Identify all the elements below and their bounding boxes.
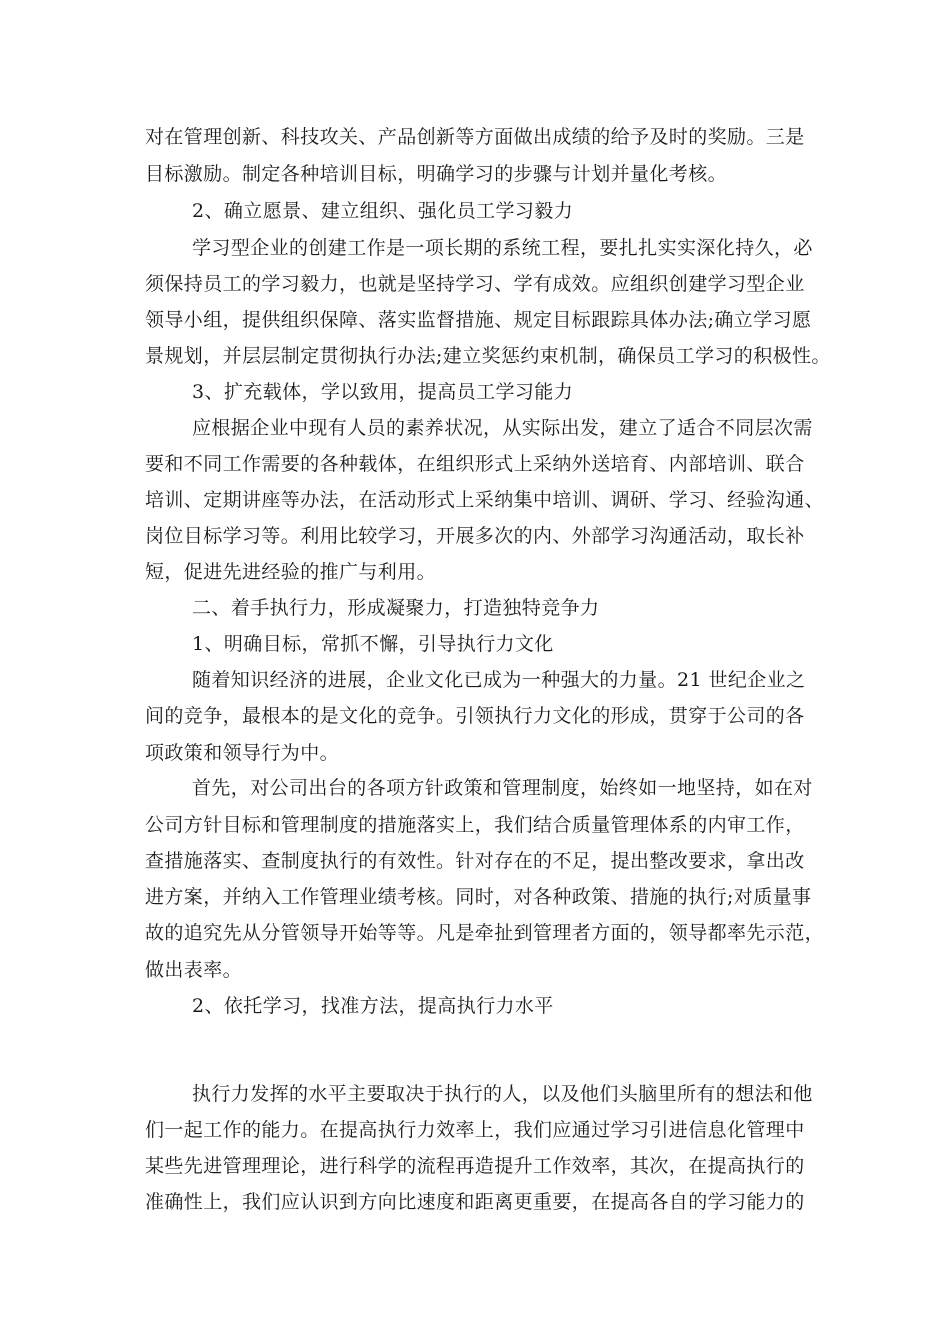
paragraph-line: 做出表率。 — [145, 959, 243, 981]
paragraph-line: 短，促进先进经验的推广与利用。 — [145, 561, 437, 583]
paragraph-line: 执行力发挥的水平主要取决于执行的人，以及他们头脑里所有的想法和他 — [192, 1083, 813, 1105]
paragraph-line: 学习型企业的创建工作是一项长期的系统工程，要扎扎实实深化持久，必 — [192, 237, 813, 259]
paragraph-line: 查措施落实、查制度执行的有效性。针对存在的不足，提出整改要求，拿出改 — [145, 850, 805, 872]
paragraph-line: 项政策和领导行为中。 — [145, 742, 340, 764]
paragraph-line: 要和不同工作需要的各种载体，在组织形式上采纳外送培育、内部培训、联合 — [145, 453, 805, 475]
paragraph-line: 进方案，并纳入工作管理业绩考核。同时，对各种政策、措施的执行;对质量事 — [145, 886, 812, 908]
paragraph-line: 公司方针目标和管理制度的措施落实上，我们结合质量管理体系的内审工作， — [145, 814, 805, 836]
paragraph-line: 首先，对公司出台的各项方针政策和管理制度，始终如一地坚持，如在对 — [192, 777, 813, 799]
paragraph-line: 应根据企业中现有人员的素养状况，从实际出发，建立了适合不同层次需 — [192, 417, 813, 439]
section-heading: 3、扩充载体，学以致用，提高员工学习能力 — [192, 381, 574, 403]
paragraph-line: 景规划，并层层制定贯彻执行办法;建立奖惩约束机制，确保员工学习的积极性。 — [145, 345, 831, 367]
section-heading: 2、依托学习，找准方法，提高执行力水平 — [192, 995, 554, 1017]
section-heading: 2、确立愿景、建立组织、强化员工学习毅力 — [192, 200, 574, 222]
paragraph-line: 培训、定期讲座等办法，在活动形式上采纳集中培训、调研、学习、经验沟通、 — [145, 489, 825, 511]
paragraph-line: 某些先进管理理论，进行科学的流程再造提升工作效率，其次，在提高执行的 — [145, 1155, 805, 1177]
paragraph-line: 须保持员工的学习毅力，也就是坚持学习、学有成效。应组织创建学习型企业 — [145, 273, 805, 295]
paragraph-line: 领导小组，提供组织保障、落实监督措施、规定目标跟踪具体办法;确立学习愿 — [145, 309, 812, 331]
paragraph-line: 随着知识经济的进展，企业文化已成为一种强大的力量。21 世纪企业之 — [192, 669, 806, 691]
paragraph-line: 们一起工作的能力。在提高执行力效率上，我们应通过学习引进信息化管理中 — [145, 1119, 805, 1141]
section-heading: 二、着手执行力，形成凝聚力，打造独特竞争力 — [192, 597, 600, 619]
paragraph-line: 准确性上，我们应认识到方向比速度和距离更重要，在提高各自的学习能力的 — [145, 1191, 805, 1213]
paragraph-line: 间的竞争，最根本的是文化的竞争。引领执行力文化的形成，贯穿于公司的各 — [145, 705, 805, 727]
paragraph-line: 故的追究先从分管领导开始等等。凡是牵扯到管理者方面的，领导都率先示范， — [145, 922, 825, 944]
section-heading: 1、明确目标，常抓不懈，引导执行力文化 — [192, 633, 554, 655]
paragraph-line: 岗位目标学习等。利用比较学习，开展多次的内、外部学习沟通活动，取长补 — [145, 525, 805, 547]
paragraph-line: 对在管理创新、科技攻关、产品创新等方面做出成绩的给予及时的奖励。三是 — [145, 126, 805, 148]
paragraph-line: 目标激励。制定各种培训目标，明确学习的步骤与计划并量化考核。 — [145, 163, 728, 185]
